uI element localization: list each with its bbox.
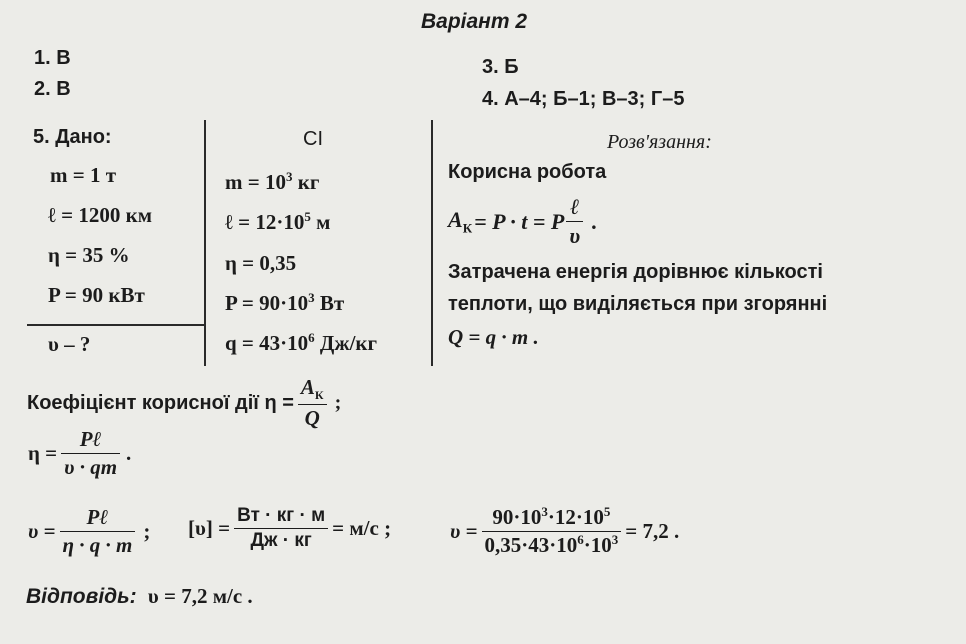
calc-fraction bbox=[482, 505, 622, 558]
answer-label: Відповідь: bbox=[26, 585, 137, 608]
efficiency-text: Коефіцієнт корисної дії η = bbox=[27, 391, 294, 414]
calc-den-b: ·10 bbox=[583, 533, 612, 557]
speed-fraction bbox=[60, 505, 136, 558]
si-mass-base: m = 10 bbox=[225, 170, 286, 194]
answer-4: 4. А–4; Б–1; В–3; Г–5 bbox=[482, 88, 685, 110]
si-mass-unit: кг bbox=[292, 170, 320, 194]
calc-end: = 7,2 . bbox=[625, 519, 680, 543]
calc-num-a-exp: 3 bbox=[541, 504, 548, 519]
answer-2: 2. В bbox=[34, 78, 71, 100]
heat-formula: Q = q · m . bbox=[448, 325, 539, 349]
si-mass-exp: 3 bbox=[285, 169, 293, 184]
given-power: P = 90 кВт bbox=[48, 283, 145, 307]
calc-num-b-exp: 5 bbox=[603, 504, 611, 519]
given-mass: m = 1 т bbox=[50, 163, 117, 187]
si-distance-exp: 5 bbox=[304, 209, 311, 224]
given-header-text: 5. Дано: bbox=[33, 126, 112, 148]
variant-title: Варіант 2 bbox=[421, 10, 528, 33]
calc-den-a: 0,35·43·10 bbox=[484, 533, 578, 557]
calc-den-b-exp: 3 bbox=[611, 532, 619, 547]
efficiency-numerator bbox=[298, 375, 327, 405]
solution-header: Розв'язання: bbox=[607, 131, 712, 153]
si-heat-unit: Дж/кг bbox=[314, 331, 378, 355]
eta2-end: . bbox=[126, 441, 132, 465]
divider-given-si bbox=[204, 120, 206, 366]
eta2-fraction bbox=[61, 427, 120, 480]
calc-den-a-exp: 6 bbox=[577, 532, 584, 547]
eta2-denominator: υ · qm bbox=[64, 455, 118, 479]
si-power-unit: Вт bbox=[314, 291, 345, 315]
si-distance-unit: м bbox=[310, 210, 331, 234]
speed-lhs: υ = bbox=[28, 519, 56, 543]
calc-num-a: 90·10 bbox=[492, 505, 542, 529]
speed-end: ; bbox=[143, 519, 151, 543]
efficiency-num-symbol: A bbox=[300, 375, 315, 399]
given-efficiency: η = 35 % bbox=[48, 243, 130, 267]
speed-numerator: Pℓ bbox=[60, 505, 136, 532]
si-efficiency: η = 0,35 bbox=[225, 251, 297, 275]
divider-find bbox=[27, 324, 206, 326]
units-end: = м/с ; bbox=[332, 516, 392, 540]
given-header bbox=[33, 126, 112, 149]
efficiency-line bbox=[27, 375, 341, 431]
answer-1: 1. В bbox=[34, 47, 71, 69]
si-header: СІ bbox=[303, 128, 323, 150]
useful-work-formula bbox=[448, 194, 597, 249]
efficiency-end: ; bbox=[334, 391, 342, 414]
answer-value: υ = 7,2 м/с . bbox=[147, 584, 253, 608]
given-distance: ℓ = 1200 км bbox=[48, 203, 152, 227]
si-power-base: P = 90·10 bbox=[225, 291, 309, 315]
efficiency-formula-2 bbox=[28, 427, 131, 480]
si-mass bbox=[225, 170, 319, 195]
calc-numerator bbox=[482, 505, 622, 532]
units-lhs: [υ] = bbox=[188, 516, 231, 540]
speed-formula bbox=[28, 505, 150, 558]
units-numerator: Вт · кг · м bbox=[234, 505, 328, 529]
useful-work-middle: = P · t = P bbox=[474, 208, 565, 234]
speed-denominator: η · q · m bbox=[62, 533, 133, 557]
answer-3: 3. Б bbox=[482, 56, 519, 78]
si-heat-base: q = 43·10 bbox=[225, 331, 309, 355]
si-power bbox=[225, 291, 344, 316]
eta2-numerator: Pℓ bbox=[61, 427, 120, 454]
useful-work-numerator: ℓ bbox=[566, 194, 583, 222]
useful-work-end: . bbox=[591, 208, 597, 234]
useful-work-symbol: A bbox=[448, 206, 463, 232]
useful-work-denominator: υ bbox=[569, 223, 581, 248]
energy-text-line1: Затрачена енергія дорівнює кількості bbox=[448, 261, 823, 283]
calc-denominator bbox=[482, 532, 622, 558]
useful-work-lhs bbox=[448, 207, 472, 236]
calc-lhs: υ = bbox=[450, 519, 478, 543]
si-distance bbox=[225, 210, 330, 235]
efficiency-fraction bbox=[298, 375, 327, 431]
si-power-exp: 3 bbox=[308, 290, 315, 305]
efficiency-denominator: Q bbox=[304, 406, 320, 431]
efficiency-num-sub: К bbox=[314, 388, 324, 403]
calc-num-b: ·12·10 bbox=[547, 505, 604, 529]
si-heat bbox=[225, 331, 377, 356]
units-denominator: Дж · кг bbox=[250, 530, 312, 551]
divider-si-solution bbox=[431, 120, 433, 366]
units-fraction bbox=[234, 505, 328, 552]
useful-work-fraction bbox=[566, 194, 583, 249]
calc-formula bbox=[450, 505, 679, 558]
si-distance-base: ℓ = 12·10 bbox=[225, 210, 305, 234]
units-formula bbox=[188, 505, 391, 552]
eta2-lhs: η = bbox=[28, 441, 58, 465]
answer-line bbox=[26, 584, 253, 609]
given-find: υ – ? bbox=[48, 332, 91, 356]
useful-work-subscript: К bbox=[462, 220, 473, 236]
si-heat-exp: 6 bbox=[308, 330, 315, 345]
useful-work-label: Корисна робота bbox=[448, 161, 607, 183]
energy-text-line2: теплоти, що виділяється при згорянні bbox=[448, 293, 828, 315]
